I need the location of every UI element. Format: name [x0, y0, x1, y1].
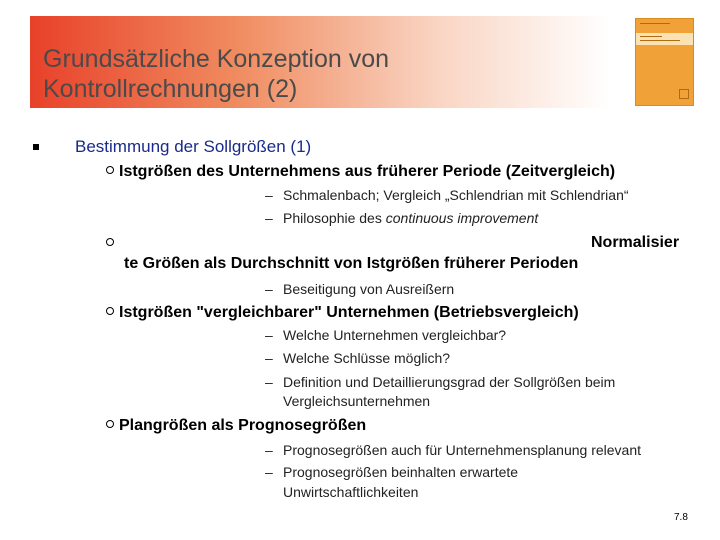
detail-item: – Definition und Detaillierungsgrad der Sollgrößen beim [265, 374, 616, 390]
circle-bullet-icon [106, 307, 114, 315]
detail-item-continuation: Vergleichsunternehmen [283, 393, 431, 409]
slide-title: Grundsätzliche Konzeption von Kontrollrechnungen (2) [43, 45, 390, 103]
detail-item: – Welche Unternehmen vergleichbar? [265, 327, 507, 343]
heading-text: Bestimmung der Sollgrößen (1) [75, 137, 312, 156]
list-item: Istgrößen "vergleichbarer" Unternehmen (Betriebsvergleich) [106, 304, 579, 322]
detail-item: – Schmalenbach; Vergleich „Schlendrian mit Schlendrian“ [265, 187, 629, 203]
book-cover-icon [635, 18, 694, 106]
square-bullet-icon [33, 144, 39, 150]
detail-item-continuation: Unwirtschaftlichkeiten [283, 484, 419, 500]
list-item [106, 235, 119, 253]
detail-item: – Prognosegrößen auch für Unternehmensplanung relevant [265, 442, 642, 458]
detail-item: – Philosophie des continuous improvement [265, 210, 539, 226]
detail-item: – Welche Schlüsse möglich? [265, 350, 451, 366]
circle-bullet-icon [106, 420, 114, 428]
list-item: Plangrößen als Prognosegrößen [106, 417, 366, 435]
page-number: 7.8 [674, 512, 688, 523]
list-item: Istgrößen des Unternehmens aus früherer Periode (Zeitvergleich) [106, 163, 615, 181]
circle-bullet-icon [106, 238, 114, 246]
detail-item: – Prognosegrößen beinhalten erwartete [265, 464, 519, 480]
detail-item: – Beseitigung von Ausreißern [265, 281, 455, 297]
list-item-text-part2: te Größen als Durchschnitt von Istgrößen früherer Perioden [124, 255, 579, 272]
list-item-text-part1: Normalisier [591, 234, 680, 251]
circle-bullet-icon [106, 166, 114, 174]
